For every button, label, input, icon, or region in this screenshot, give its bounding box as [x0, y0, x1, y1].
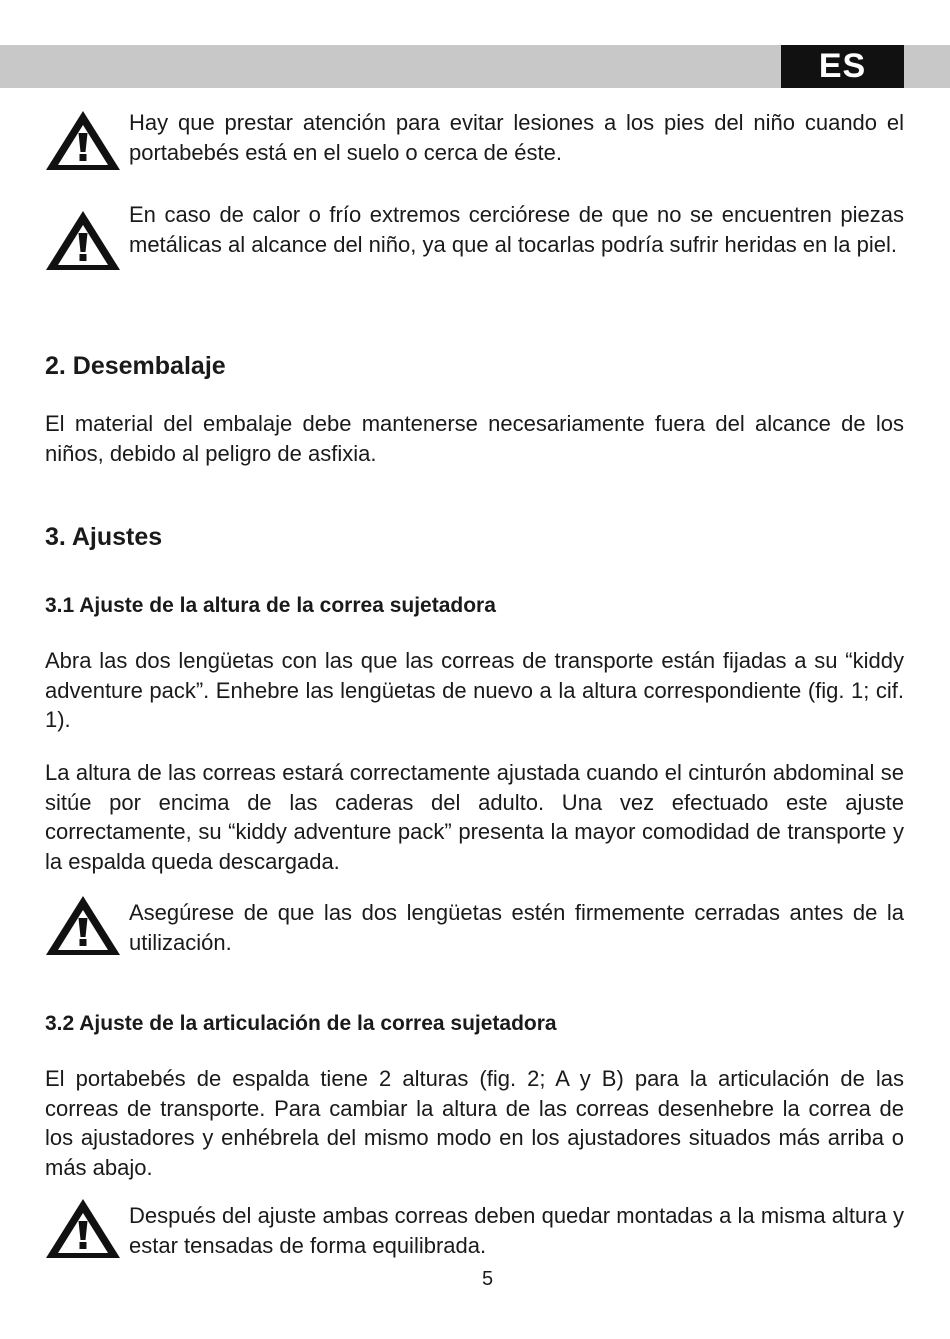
paragraph-3-2: El portabebés de espalda tiene 2 alturas (fig. 2; A y B) para la articulación de las correas de transporte. Para cambiar la altura de las correas desenhebre la correa de los ajustadores y enhébrela del mismo modo en los ajustadores situados más arriba o más abajo.: [45, 1066, 904, 1180]
language-badge: ES: [781, 45, 904, 88]
subsection-title-3-2: 3.2 Ajuste de la articulación de la correa sujetadora: [45, 1012, 557, 1035]
warning-triangle-icon: [44, 208, 122, 272]
warning-text: Después del ajuste ambas correas deben quedar montadas a la misma altura y estar tensadas de forma equilibrada.: [129, 1203, 904, 1258]
warning-triangle-icon: [44, 893, 122, 957]
page-number: 5: [481, 1268, 494, 1290]
subsection-title-3-1: 3.1 Ajuste de la altura de la correa sujetadora: [45, 594, 496, 617]
warning-triangle-icon: [44, 108, 122, 172]
paragraph-3-1-a: Abra las dos lengüetas con las que las correas de transporte están fijadas a su “kiddy adventure pack”. Enhebre las lengüetas de nuevo a la altura correspondiente (fig. 1; cif. 1).: [45, 648, 904, 732]
warning-text: En caso de calor o frío extremos cerciórese de que no se encuentren piezas metálicas al alcance del niño, ya que al tocarlas podría sufrir heridas en la piel.: [129, 202, 904, 257]
section-title-ajustes: 3. Ajustes: [45, 523, 163, 551]
paragraph-desembalaje: El material del embalaje debe mantenerse necesariamente fuera del alcance de los niños, debido al peligro de asfixia.: [45, 411, 904, 466]
paragraph-3-1-b: La altura de las correas estará correctamente ajustada cuando el cinturón abdominal se sitúe por encima de las caderas del adulto. Una vez efectuado este ajuste correctamente, su “kiddy adventure pack” presenta la mayor comodidad de transporte y la espalda queda descargada.: [45, 760, 904, 874]
section-title-desembalaje: 2. Desembalaje: [45, 352, 226, 380]
warning-text: Asegúrese de que las dos lengüetas estén firmemente cerradas antes de la utilización.: [129, 900, 904, 955]
warning-text: Hay que prestar atención para evitar lesiones a los pies del niño cuando el portabebés está en el suelo o cerca de éste.: [129, 110, 904, 165]
warning-triangle-icon: [44, 1196, 122, 1260]
